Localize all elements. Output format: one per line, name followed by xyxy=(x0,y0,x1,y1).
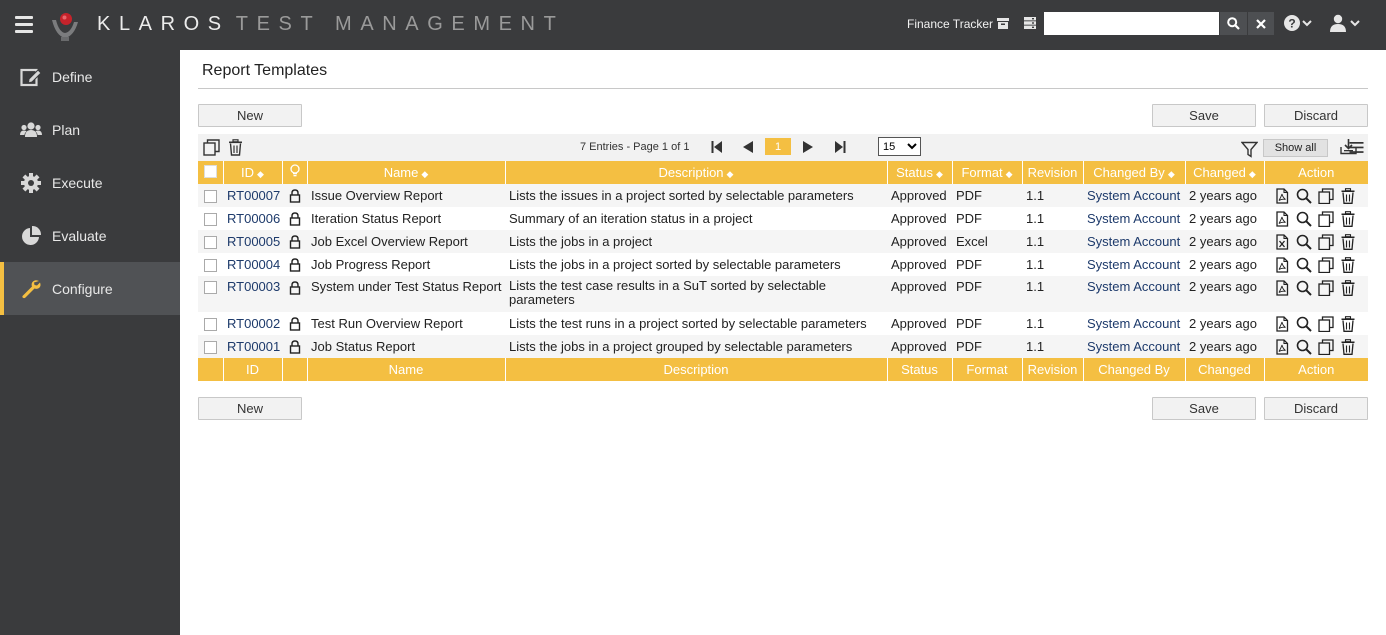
changed-by-link[interactable]: System Account xyxy=(1087,188,1181,203)
revision-cell: 1.1 xyxy=(1022,184,1083,207)
description-cell: Lists the jobs in a project sorted by selectable parameters xyxy=(505,253,887,276)
column-header-label: ID xyxy=(241,165,255,180)
row-select-cell[interactable] xyxy=(198,230,223,253)
view-details-icon[interactable] xyxy=(1296,211,1312,227)
save-button-bottom[interactable]: Save xyxy=(1152,397,1256,420)
trash-icon[interactable] xyxy=(1340,280,1356,296)
changed-by-cell[interactable] xyxy=(1083,230,1185,253)
status-cell: Approved xyxy=(887,207,952,230)
row-checkbox[interactable] xyxy=(204,190,217,203)
edit-icon xyxy=(20,66,42,88)
table-row[interactable] xyxy=(198,207,1368,230)
action-cell xyxy=(1264,184,1368,207)
column-header-label: Format xyxy=(961,165,1003,180)
revision-cell: 1.1 xyxy=(1022,312,1083,335)
last-page-icon[interactable] xyxy=(833,140,847,154)
status-cell: Approved xyxy=(887,335,952,358)
action-cell xyxy=(1264,207,1368,230)
sidebar-item-define[interactable] xyxy=(0,50,180,103)
revision-cell: 1.1 xyxy=(1022,335,1083,358)
sort-icon: ◆ xyxy=(1248,169,1256,179)
lock-cell xyxy=(282,276,307,312)
id-cell[interactable] xyxy=(223,312,282,335)
trash-icon[interactable] xyxy=(1340,188,1356,204)
column-header-label: Changed By xyxy=(1093,165,1165,180)
footer-header-action: Action xyxy=(1264,358,1368,381)
view-details-icon[interactable] xyxy=(1296,316,1312,332)
copy-icon[interactable] xyxy=(1318,211,1334,227)
row-checkbox[interactable] xyxy=(204,236,217,249)
sort-icon: ◆ xyxy=(421,169,429,179)
view-details-icon[interactable] xyxy=(1296,257,1312,273)
id-cell[interactable] xyxy=(223,230,282,253)
changed-cell: 2 years ago xyxy=(1185,230,1264,253)
template-id-link[interactable]: RT00006 xyxy=(227,211,281,226)
top-bar xyxy=(0,0,1386,50)
changed-cell: 2 years ago xyxy=(1185,207,1264,230)
copy-icon[interactable] xyxy=(1318,280,1334,296)
id-cell[interactable] xyxy=(223,276,282,312)
name-cell: System under Test Status Report xyxy=(307,276,505,312)
search-button[interactable] xyxy=(1220,12,1247,35)
column-header-lock[interactable] xyxy=(282,161,307,184)
id-cell[interactable] xyxy=(223,184,282,207)
revision-cell: 1.1 xyxy=(1022,207,1083,230)
column-header-label: Description xyxy=(658,165,724,180)
table-row[interactable] xyxy=(198,335,1368,358)
template-id-link[interactable]: RT00005 xyxy=(227,234,281,249)
row-select-cell[interactable] xyxy=(198,253,223,276)
brand-primary: KLAROS xyxy=(97,13,230,35)
lock-cell xyxy=(282,184,307,207)
table-row[interactable] xyxy=(198,312,1368,335)
table-toolbar xyxy=(198,134,1368,161)
copy-icon[interactable] xyxy=(1318,339,1334,355)
search-icon xyxy=(1227,17,1240,30)
save-button-top[interactable]: Save xyxy=(1152,104,1256,127)
footer-cell-select xyxy=(198,358,223,381)
column-header-label: Action xyxy=(1298,165,1335,180)
changed-cell: 2 years ago xyxy=(1185,184,1264,207)
action-cell xyxy=(1264,230,1368,253)
action-cell xyxy=(1264,312,1368,335)
sidebar-item-evaluate[interactable] xyxy=(0,209,180,262)
hamburger-menu-icon[interactable] xyxy=(15,16,33,32)
brand-secondary: TEST MANAGEMENT xyxy=(235,13,565,35)
pdf-file-icon[interactable] xyxy=(1274,257,1290,273)
name-cell: Job Progress Report xyxy=(307,253,505,276)
row-checkbox[interactable] xyxy=(204,281,217,294)
column-header-label: Status xyxy=(896,165,933,180)
pdf-file-icon[interactable] xyxy=(1274,211,1290,227)
format-cell: PDF xyxy=(952,335,1022,358)
column-header-label: Changed xyxy=(1193,165,1246,180)
delete-icon[interactable] xyxy=(227,139,244,156)
description-cell: Lists the jobs in a project grouped by selectable parameters xyxy=(505,335,887,358)
view-details-icon[interactable] xyxy=(1296,234,1312,250)
action-cell xyxy=(1264,276,1368,312)
sidebar-item-plan[interactable] xyxy=(0,103,180,156)
name-cell: Job Excel Overview Report xyxy=(307,230,505,253)
name-cell: Issue Overview Report xyxy=(307,184,505,207)
pdf-file-icon[interactable] xyxy=(1274,316,1290,332)
next-page-icon[interactable] xyxy=(801,140,815,154)
klaros-logo[interactable] xyxy=(48,10,82,42)
svg-text:?: ? xyxy=(1288,16,1296,31)
lock-cell xyxy=(282,312,307,335)
table-header-row xyxy=(198,161,1368,184)
first-page-icon[interactable] xyxy=(710,140,724,154)
trash-icon[interactable] xyxy=(1340,257,1356,273)
footer-header-name: Name xyxy=(307,358,505,381)
sort-icon: ◆ xyxy=(1005,169,1013,179)
row-checkbox[interactable] xyxy=(204,341,217,354)
lock-icon xyxy=(289,189,301,203)
page-title: Report Templates xyxy=(202,62,328,79)
column-header-action xyxy=(1264,161,1368,184)
sidebar-item-execute[interactable] xyxy=(0,156,180,209)
footer-header-description: Description xyxy=(505,358,887,381)
footer-header-status: Status xyxy=(887,358,952,381)
changed-by-link[interactable]: System Account xyxy=(1087,211,1181,226)
current-project[interactable]: Finance Tracker xyxy=(907,17,994,31)
trash-icon[interactable] xyxy=(1340,316,1356,332)
column-header-revision[interactable] xyxy=(1022,161,1083,184)
row-select-cell[interactable] xyxy=(198,276,223,312)
current-page[interactable]: 1 xyxy=(765,138,791,155)
row-select-cell[interactable] xyxy=(198,312,223,335)
sidebar-item-label: Execute xyxy=(52,174,103,191)
pdf-file-icon[interactable] xyxy=(1274,188,1290,204)
previous-page-icon[interactable] xyxy=(741,140,755,154)
copy-icon[interactable] xyxy=(1318,316,1334,332)
template-id-link[interactable]: RT00001 xyxy=(227,339,281,354)
name-cell: Test Run Overview Report xyxy=(307,312,505,335)
duplicate-icon[interactable] xyxy=(203,139,220,156)
description-cell: Lists the test case results in a SuT sorted by selectable parameters xyxy=(505,276,887,312)
changed-by-link[interactable]: System Account xyxy=(1087,316,1181,331)
status-cell: Approved xyxy=(887,276,952,312)
status-cell: Approved xyxy=(887,230,952,253)
sort-icon: ◆ xyxy=(935,169,943,179)
column-header-format[interactable] xyxy=(952,161,1022,184)
view-details-icon[interactable] xyxy=(1296,280,1312,296)
close-icon xyxy=(1256,19,1266,29)
pdf-file-icon[interactable] xyxy=(1274,280,1290,296)
select-all-checkbox[interactable] xyxy=(204,165,217,178)
template-id-link[interactable]: RT00002 xyxy=(227,316,281,331)
sort-icon: ◆ xyxy=(257,169,264,179)
footer-header-revision: Revision xyxy=(1022,358,1083,381)
excel-file-icon[interactable] xyxy=(1274,234,1290,250)
discard-button-top[interactable]: Discard xyxy=(1264,104,1368,127)
changed-by-cell[interactable] xyxy=(1083,207,1185,230)
copy-icon[interactable] xyxy=(1318,257,1334,273)
format-cell: PDF xyxy=(952,276,1022,312)
changed-by-link[interactable]: System Account xyxy=(1087,257,1181,272)
column-header-changed-by[interactable] xyxy=(1083,161,1185,184)
copy-icon[interactable] xyxy=(1318,234,1334,250)
changed-by-cell[interactable] xyxy=(1083,253,1185,276)
format-cell: PDF xyxy=(952,207,1022,230)
footer-header-id: ID xyxy=(223,358,282,381)
row-checkbox[interactable] xyxy=(204,213,217,226)
changed-by-link[interactable]: System Account xyxy=(1087,234,1181,249)
footer-header-changed-by: Changed By xyxy=(1083,358,1185,381)
changed-by-link[interactable]: System Account xyxy=(1087,339,1181,354)
archive-icon[interactable] xyxy=(995,15,1011,31)
help-dropdown[interactable] xyxy=(1284,14,1314,34)
lock-icon xyxy=(289,212,301,226)
lock-icon xyxy=(289,281,301,295)
gear-icon xyxy=(20,172,42,194)
view-details-icon[interactable] xyxy=(1296,188,1312,204)
entries-info: 7 Entries - Page 1 of 1 xyxy=(580,141,690,153)
footer-cell-lock xyxy=(282,358,307,381)
changed-cell: 2 years ago xyxy=(1185,312,1264,335)
table-footer-row xyxy=(198,358,1368,381)
clear-search-button[interactable] xyxy=(1248,12,1274,35)
sidebar xyxy=(0,50,180,635)
table-row[interactable] xyxy=(198,276,1368,312)
changed-by-cell[interactable] xyxy=(1083,184,1185,207)
id-cell[interactable] xyxy=(223,207,282,230)
trash-icon[interactable] xyxy=(1340,211,1356,227)
name-cell: Job Status Report xyxy=(307,335,505,358)
table-row[interactable] xyxy=(198,253,1368,276)
row-checkbox[interactable] xyxy=(204,318,217,331)
status-cell: Approved xyxy=(887,184,952,207)
wrench-icon xyxy=(20,278,42,300)
lock-icon xyxy=(289,258,301,272)
template-id-link[interactable]: RT00004 xyxy=(227,257,281,272)
pdf-file-icon[interactable] xyxy=(1274,339,1290,355)
lock-cell xyxy=(282,207,307,230)
new-button-top[interactable]: New xyxy=(198,104,302,127)
table-row[interactable] xyxy=(198,184,1368,207)
sidebar-item-label: Configure xyxy=(52,280,113,297)
changed-cell: 2 years ago xyxy=(1185,276,1264,312)
sidebar-item-label: Evaluate xyxy=(52,227,107,244)
column-header-status[interactable] xyxy=(887,161,952,184)
user-menu-dropdown[interactable] xyxy=(1330,14,1362,34)
action-cell xyxy=(1264,335,1368,358)
id-cell[interactable] xyxy=(223,253,282,276)
trash-icon[interactable] xyxy=(1340,339,1356,355)
format-cell: PDF xyxy=(952,253,1022,276)
lock-cell xyxy=(282,253,307,276)
changed-by-cell[interactable] xyxy=(1083,335,1185,358)
lock-icon xyxy=(289,317,301,331)
sort-icon: ◆ xyxy=(1167,169,1175,179)
status-cell: Approved xyxy=(887,312,952,335)
column-menu-icon[interactable] xyxy=(1348,139,1365,156)
row-select-cell[interactable] xyxy=(198,335,223,358)
row-select-cell[interactable] xyxy=(198,207,223,230)
copy-icon[interactable] xyxy=(1318,188,1334,204)
footer-header-format: Format xyxy=(952,358,1022,381)
view-details-icon[interactable] xyxy=(1296,339,1312,355)
column-header-description[interactable] xyxy=(505,161,887,184)
column-header-changed[interactable] xyxy=(1185,161,1264,184)
search-input[interactable] xyxy=(1044,12,1219,35)
changed-by-link[interactable]: System Account xyxy=(1087,279,1181,294)
column-header-name[interactable] xyxy=(307,161,505,184)
server-list-icon[interactable] xyxy=(1022,15,1038,31)
format-cell: PDF xyxy=(952,312,1022,335)
lock-icon xyxy=(289,340,301,354)
discard-button-bottom[interactable]: Discard xyxy=(1264,397,1368,420)
report-templates-table xyxy=(198,161,1368,381)
revision-cell: 1.1 xyxy=(1022,230,1083,253)
changed-cell: 2 years ago xyxy=(1185,253,1264,276)
sidebar-item-configure[interactable] xyxy=(0,262,180,315)
column-header-id[interactable] xyxy=(223,161,282,184)
name-cell: Iteration Status Report xyxy=(307,207,505,230)
template-id-link[interactable]: RT00007 xyxy=(227,188,281,203)
action-cell xyxy=(1264,253,1368,276)
format-cell: PDF xyxy=(952,184,1022,207)
page-size-select[interactable] xyxy=(878,137,921,156)
description-cell: Lists the issues in a project sorted by selectable parameters xyxy=(505,184,887,207)
main-content xyxy=(180,50,1386,635)
row-select-cell[interactable] xyxy=(198,184,223,207)
column-header-label: Revision xyxy=(1027,165,1078,180)
column-header-label: Name xyxy=(383,165,419,180)
description-cell: Lists the jobs in a project xyxy=(505,230,887,253)
brand-name xyxy=(97,13,564,36)
changed-by-cell[interactable] xyxy=(1083,276,1185,312)
footer-header-changed: Changed xyxy=(1185,358,1264,381)
filter-icon[interactable] xyxy=(1241,141,1258,158)
title-divider xyxy=(198,88,1368,89)
changed-by-cell[interactable] xyxy=(1083,312,1185,335)
id-cell[interactable] xyxy=(223,335,282,358)
sidebar-item-label: Define xyxy=(52,68,93,85)
show-all-button[interactable]: Show all xyxy=(1263,139,1328,157)
table-row[interactable] xyxy=(198,230,1368,253)
revision-cell: 1.1 xyxy=(1022,253,1083,276)
description-cell: Summary of an iteration status in a project xyxy=(505,207,887,230)
lock-cell xyxy=(282,335,307,358)
template-id-link[interactable]: RT00003 xyxy=(227,279,281,294)
pie-chart-icon xyxy=(20,225,42,247)
format-cell: Excel xyxy=(952,230,1022,253)
changed-cell: 2 years ago xyxy=(1185,335,1264,358)
row-checkbox[interactable] xyxy=(204,259,217,272)
lock-cell xyxy=(282,230,307,253)
lightbulb-icon xyxy=(289,164,301,178)
trash-icon[interactable] xyxy=(1340,234,1356,250)
sort-icon: ◆ xyxy=(726,169,734,179)
new-button-bottom[interactable]: New xyxy=(198,397,302,420)
description-cell: Lists the test runs in a project sorted by selectable parameters xyxy=(505,312,887,335)
lock-icon xyxy=(289,235,301,249)
select-all-header[interactable] xyxy=(198,161,223,184)
revision-cell: 1.1 xyxy=(1022,276,1083,312)
sidebar-item-label: Plan xyxy=(52,121,81,138)
users-icon xyxy=(20,119,42,141)
status-cell: Approved xyxy=(887,253,952,276)
